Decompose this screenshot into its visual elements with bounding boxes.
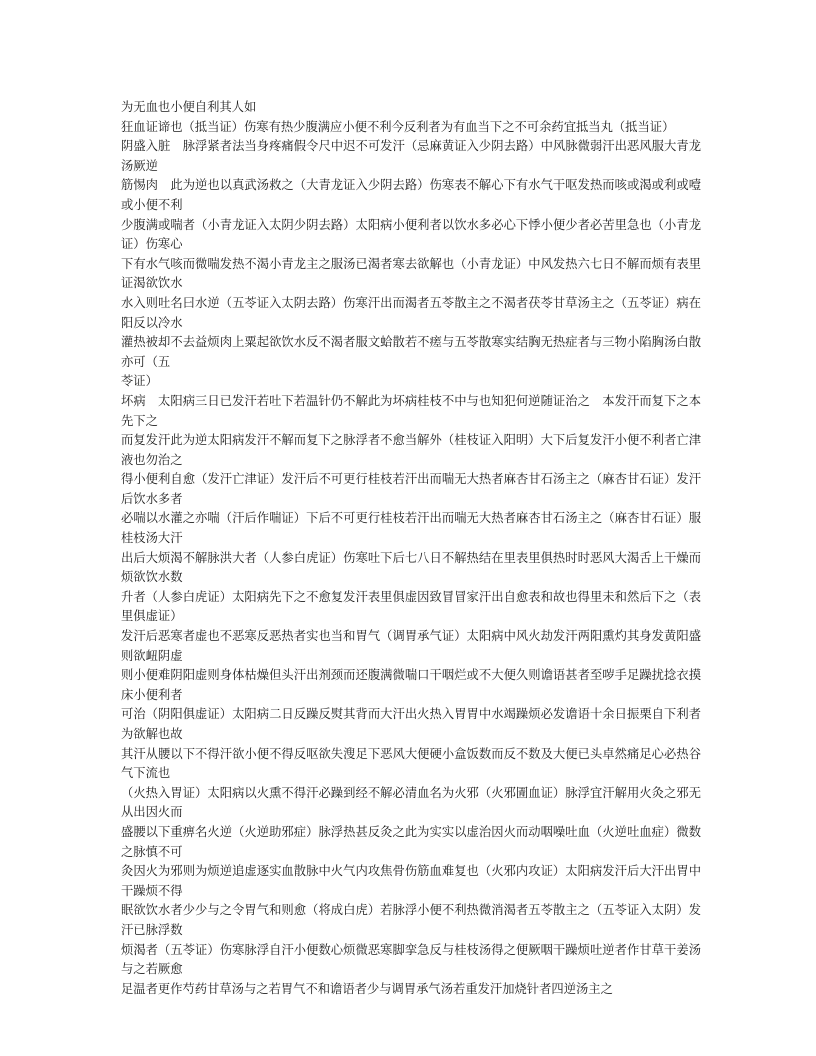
text-paragraph: 灌热被却不去益烦肉上粟起欲饮水反不渴者服文蛤散若不瘥与五苓散寒实结胸无热症者与三物小陷胸汤白散亦可（五 xyxy=(121,335,701,369)
text-paragraph: 必喘以水灌之亦喘（汗后作喘证）下后不可更行桂枝若汗出而喘无大热者麻杏甘石汤主之（麻杏甘石证）服桂枝汤大汗 xyxy=(121,511,701,546)
text-paragraph: 烦渴者（五苓证）伤寒脉浮自汗小便数心烦微恶寒脚挛急反与桂枝汤得之便厥咽干躁烦吐逆者作甘草干姜汤与之若厥愈 xyxy=(121,942,701,977)
text-paragraph: 为无血也小便自利其人如 xyxy=(121,100,257,114)
text-paragraph: 升者（人参白虎证）太阳病先下之不愈复发汗表里俱虚因致冒冒家汗出自愈表和故也得里未和然后下之（表里俱虚证） xyxy=(121,589,701,624)
text-paragraph: 则小便难阴阳虚则身体枯燥但头汗出剂颈而还腹满微喘口干咽烂或不大便久则谵语甚者至哕手足躁扰捻衣摸床小便利者 xyxy=(121,668,701,702)
text-paragraph: 足温者更作芍药甘草汤与之若胃气不和谵语者少与调胃承气汤若重发汗加烧针者四逆汤主之 xyxy=(121,981,613,996)
text-paragraph: 狂血证谛也（抵当证）伤寒有热少腹满应小便不利今反利者为有血当下之不可余药宜抵当丸（抵当证） xyxy=(121,119,675,134)
text-paragraph: 得小便利自愈（发汗亡津证）发汗后不可更行桂枝若汗出而喘无大热者麻杏甘石汤主之（麻杏甘石证）发汗后饮水多者 xyxy=(121,472,701,506)
text-paragraph: 出后大烦渴不解脉洪大者（人参白虎证）伤寒吐下后七八日不解热结在里表里俱热时时恶风大渴舌上干燥而烦欲饮水数 xyxy=(121,550,701,585)
text-paragraph: 筋惕肉 此为逆也以真武汤救之（大青龙证入少阴去路）伤寒表不解心下有水气干呕发热而咳或渴或利或噎或小便不利 xyxy=(121,178,701,212)
text-paragraph: 下有水气咳而微喘发热不渴小青龙主之服汤已渴者寒去欲解也（小青龙证）中风发热六七日不解而烦有表里证渴欲饮水 xyxy=(121,256,701,291)
text-paragraph: 眠欲饮水者少少与之令胃气和则愈（将成白虎）若脉浮小便不利热微消渴者五苓散主之（五苓证入太阴）发汗已脉浮数 xyxy=(121,903,701,937)
text-paragraph: 阴盛入脏 脉浮紧者法当身疼痛假令尺中迟不可发汗（忌麻黄证入少阴去路）中风脉微弱汗出恶风服大青龙汤厥逆 xyxy=(121,139,701,173)
text-paragraph: 可治（阴阳俱虚证）太阳病二日反躁反熨其背而大汗出火热入胃胃中水竭躁烦必发谵语十余日振栗自下利者为欲解也故 xyxy=(121,707,701,741)
text-paragraph: 发汗后恶寒者虚也不恶寒反恶热者实也当和胃气（调胃承气证）太阳病中风火劫发汗两阳熏灼其身发黄阳盛则欲衄阴虚 xyxy=(121,629,701,663)
text-paragraph: 灸因火为邪则为烦逆追虚逐实血散脉中火气内攻焦骨伤筋血难复也（火邪内攻证）太阳病发汗后大汗出胃中干躁烦不得 xyxy=(121,864,701,898)
text-paragraph: 水入则吐名曰水逆（五苓证入太阴去路）伤寒汗出而渴者五苓散主之不渴者茯苓甘草汤主之（五苓证）病在阳反以冷水 xyxy=(121,295,701,330)
text-paragraph: 少腹满或喘者（小青龙证入太阴少阴去路）太阳病小便利者以饮水多必心下悸小便少者必苦里急也（小青龙证）伤寒心 xyxy=(121,217,701,252)
text-paragraph: 而复发汗此为逆太阳病发汗不解而复下之脉浮者不愈当解外（桂枝证入阳明）大下后复发汗小便不利者亡津液也勿治之 xyxy=(121,433,701,467)
document-page xyxy=(121,98,701,999)
text-paragraph: 其汗从腰以下不得汗欲小便不得反呕欲失溲足下恶风大便硬小盒饭数而反不数及大便已头卓然痛足心必热谷气下流也 xyxy=(121,746,701,781)
text-paragraph: 苓证） xyxy=(121,374,158,389)
text-paragraph: （火热入胃证）太阳病以火熏不得汗必躁到经不解必清血名为火邪（火邪圊血证）脉浮宜汗解用火灸之邪无从出因火而 xyxy=(121,785,701,820)
text-paragraph: 坏病 太阳病三日已发汗若吐下若温针仍不解此为坏病桂枝不中与也知犯何逆随证治之 本发汗而复下之本先下之 xyxy=(121,393,701,428)
text-paragraph: 盛腰以下重痹名火逆（火逆助邪症）脉浮热甚反灸之此为实实以虚治因火而动咽噪吐血（火逆吐血症）微数之脉慎不可 xyxy=(121,824,701,859)
